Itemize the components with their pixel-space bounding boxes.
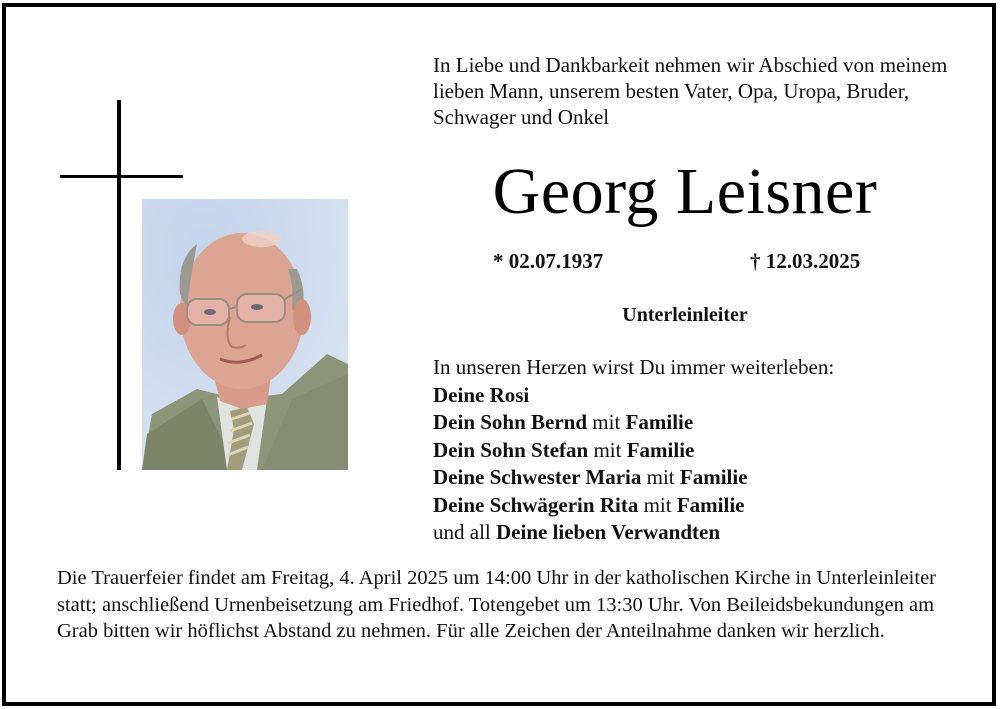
portrait-photo <box>142 199 348 470</box>
mourner-connector: mit <box>641 465 680 489</box>
mourner-line <box>433 382 953 410</box>
mourners-list <box>433 354 953 547</box>
mourner-connector: mit <box>587 410 626 434</box>
death-date: † 12.03.2025 <box>750 249 861 273</box>
closing-relatives: Deine lieben Verwandten <box>496 520 721 544</box>
mourner-name: Dein Sohn Stefan <box>433 437 589 462</box>
mourner-name: Deine Schwester Maria <box>433 465 642 489</box>
mourner-name: Deine Rosi <box>433 382 530 407</box>
mourner-name: Deine Schwägerin Rita <box>433 492 639 517</box>
mourner-line <box>433 437 953 465</box>
hometown: Unterleinleiter <box>622 304 748 326</box>
mourner-connector: mit <box>588 437 627 462</box>
mourner-line <box>433 492 953 520</box>
deceased-name: Georg Leisner <box>492 155 878 228</box>
mourner-family: Familie <box>626 437 695 462</box>
funeral-details: Die Trauerfeier findet am Freitag, 4. April 2025 um 14:00 Uhr in der katholischen Kirche in Unterleinleiter statt; anschließend Urnenbeisetzung am Friedhof. Totengebet um 13:30 Uhr. Von Beileidsbekundungen am Grab bitten wir höflichst Abstand zu nehmen. Für alle Zeichen der Anteilnahme danken wir herzlich. <box>57 567 936 642</box>
mourners-closing <box>433 519 953 547</box>
mourner-family: Familie <box>625 410 694 434</box>
mourner-connector: mit <box>638 492 677 517</box>
portrait-illustration <box>142 199 348 470</box>
cross-icon-vertical <box>117 100 121 470</box>
birth-date: * 02.07.1937 <box>493 249 604 273</box>
mourner-family: Familie <box>679 465 748 489</box>
cross-icon-horizontal <box>60 175 183 178</box>
mourner-name: Dein Sohn Bernd <box>433 410 588 434</box>
mourner-line <box>433 409 953 437</box>
closing-prefix: und all <box>433 520 496 544</box>
mourners-heading: In unseren Herzen wirst Du immer weiterleben: <box>433 355 835 379</box>
intro-text: In Liebe und Dankbarkeit nehmen wir Abschied von meinem lieben Mann, unserem besten Vater, Opa, Uropa, Bruder, Schwager und Onkel <box>433 53 948 129</box>
mourner-family: Familie <box>676 492 745 517</box>
mourner-line <box>433 464 953 492</box>
